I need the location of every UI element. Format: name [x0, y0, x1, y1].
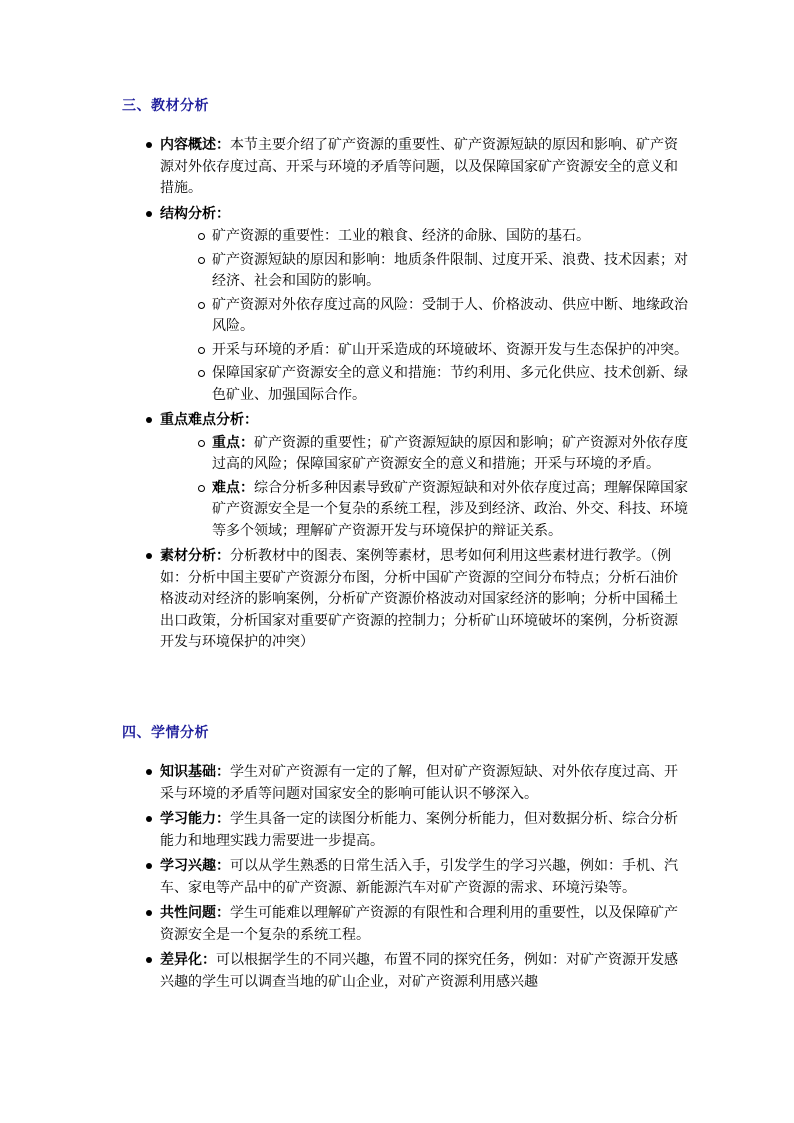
list-item-structure-analysis [148, 204, 688, 407]
sub-item-text: 矿产资源的重要性；矿产资源短缺的原因和影响；矿产资源对外依存度过高的风险；保障国家矿产资源安全的意义和措施；开采与环境的矛盾。 [212, 434, 688, 472]
circle-bullet-icon [198, 440, 205, 447]
sub-item-label: 重点： [212, 434, 254, 451]
list-item-content-overview [148, 135, 688, 200]
bullet-icon [146, 769, 152, 775]
teaching-material-analysis-list [148, 135, 688, 658]
sub-item-label: 难点： [212, 479, 254, 496]
bullet-icon [146, 553, 152, 559]
bullet-icon [146, 142, 152, 148]
sub-item [200, 295, 688, 338]
item-text: 本节主要介绍了矿产资源的重要性、矿产资源短缺的原因和影响、矿产资源对外依存度过高、开采与环境的矛盾等问题，以及保障国家矿产资源安全的意义和措施。 [160, 137, 678, 196]
item-label: 结构分析： [160, 205, 230, 222]
list-item-learning-interest [148, 856, 688, 899]
sub-item [200, 363, 688, 406]
item-text: 可以根据学生的不同兴趣，布置不同的探究任务，例如：对矿产资源开发感兴趣的学生可以调查当地的矿山企业，对矿产资源利用感兴趣 [160, 952, 678, 990]
bullet-icon [146, 211, 152, 217]
list-item-knowledge-base [148, 762, 688, 805]
list-item-common-problems [148, 903, 688, 946]
sub-item-difficult-points [200, 478, 688, 543]
item-text: 学生对矿产资源有一定的了解，但对矿产资源短缺、对外依存度过高、开采与环境的矛盾等问题对国家安全的影响可能认识不够深入。 [160, 764, 678, 802]
sub-item-text: 开采与环境的矛盾：矿山开采造成的环境破坏、资源开发与生态保护的冲突。 [212, 341, 688, 358]
sub-item-text: 矿产资源对外依存度过高的风险：受制于人、价格波动、供应中断、地缘政治风险。 [212, 296, 688, 334]
item-text: 学生具备一定的读图分析能力、案例分析能力，但对数据分析、综合分析能力和地理实践力需要进一步提高。 [160, 811, 678, 849]
structure-sublist [160, 226, 688, 406]
bullet-icon [146, 417, 152, 423]
sub-item-text: 矿产资源短缺的原因和影响：地质条件限制、过度开采、浪费、技术因素；对经济、社会和国防的影响。 [212, 251, 688, 289]
circle-bullet-icon [198, 233, 205, 240]
item-label: 差异化： [160, 952, 216, 968]
circle-bullet-icon [198, 485, 205, 492]
sub-item-text: 综合分析多种因素导致矿产资源短缺和对外依存度过高；理解保障国家矿产资源安全是一个复杂的系统工程，涉及到经济、政治、外交、科技、环境等多个领域；理解矿产资源开发与环境保护的辩证关系。 [212, 479, 688, 539]
item-label: 学习兴趣： [160, 858, 230, 874]
item-label: 素材分析： [160, 548, 230, 564]
list-item-key-difficult-points [148, 410, 688, 542]
bullet-icon [146, 863, 152, 869]
list-item-material-analysis [148, 546, 688, 654]
section-title-teaching-material-analysis: 三、教材分析 [122, 98, 209, 114]
list-item-learning-ability [148, 809, 688, 852]
sub-item-text: 保障国家矿产资源安全的意义和措施：节约利用、多元化供应、技术创新、绿色矿业、加强国际合作。 [212, 365, 688, 403]
learner-analysis-list [148, 762, 688, 997]
key-difficult-sublist [160, 433, 688, 543]
bullet-icon [146, 816, 152, 822]
item-text: 分析教材中的图表、案例等素材，思考如何利用这些素材进行教学。（例如：分析中国主要矿产资源分布图，分析中国矿产资源的空间分布特点；分析石油价格波动对经济的影响案例，分析矿产资源价格波动对国家经济的影响；分析中国稀土出口政策，分析国家对重要矿产资源的控制力；分析矿山环境破坏的案例，分析资源开发与环境保护的冲突） [160, 548, 678, 650]
circle-bullet-icon [198, 347, 205, 354]
bullet-icon [146, 957, 152, 963]
item-text: 学生可能难以理解矿产资源的有限性和合理利用的重要性，以及保障矿产资源安全是一个复杂的系统工程。 [160, 905, 678, 943]
circle-bullet-icon [198, 370, 205, 377]
item-label: 学习能力： [160, 811, 230, 827]
sub-item-text: 矿产资源的重要性：工业的粮食、经济的命脉、国防的基石。 [212, 228, 590, 244]
list-item-differentiation [148, 950, 688, 993]
circle-bullet-icon [198, 302, 205, 309]
sub-item [200, 340, 688, 362]
item-label: 知识基础： [160, 764, 230, 780]
sub-item-key-points [200, 433, 688, 476]
item-label: 内容概述： [160, 137, 230, 153]
sub-item [200, 250, 688, 293]
item-text: 可以从学生熟悉的日常生活入手，引发学生的学习兴趣，例如：手机、汽车、家电等产品中的矿产资源、新能源汽车对矿产资源的需求、环境污染等。 [160, 858, 678, 896]
bullet-icon [146, 910, 152, 916]
circle-bullet-icon [198, 257, 205, 264]
sub-item [200, 226, 688, 248]
item-label: 共性问题： [160, 905, 230, 921]
item-label: 重点难点分析： [160, 412, 258, 428]
section-title-learner-analysis: 四、学情分析 [122, 725, 209, 741]
